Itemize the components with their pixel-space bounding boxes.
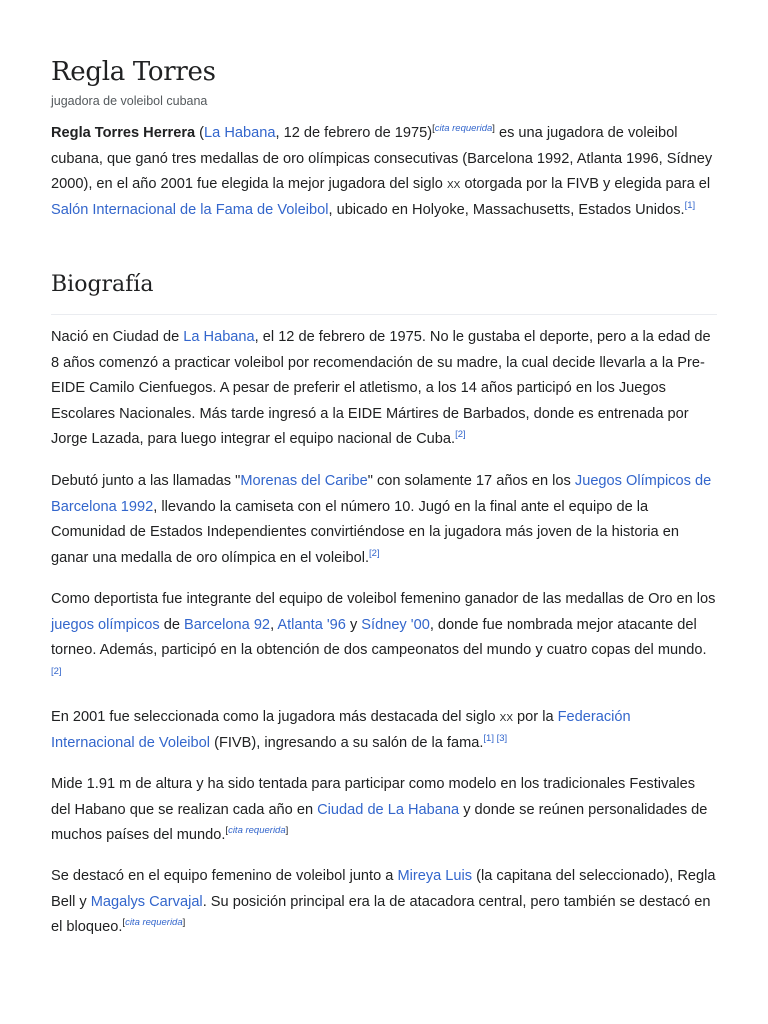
paragraph-text: por la [513, 709, 558, 725]
page-subtitle: jugadora de voleibol cubana [51, 94, 208, 108]
biography-paragraph-6 [51, 864, 717, 941]
paragraph-text: y [345, 616, 362, 633]
paragraph-text: Nació en Ciudad de [51, 329, 184, 345]
paragraph-text: , llevando la camiseta con el número 10. Jugó en la final ante el equipo de la Comunidad de Estados Independientes convirtiéndose en la jugadora más joven de la historia en ganar una medalla de oro olímpica en el voleibol. [51, 498, 679, 566]
reference-2[interactable]: [2] [455, 429, 466, 441]
paragraph-text: y donde se reúnen personalidades de muchos países del mundo. [51, 801, 708, 844]
link-salon-fama[interactable]: Salón Internacional de la Fama de Voleibol [51, 201, 329, 218]
intro-text: , 12 de febrero de 1975) [275, 125, 433, 141]
citation-needed[interactable]: [cita requerida] [122, 917, 186, 929]
reference-2[interactable]: [2] [51, 665, 62, 677]
citation-needed-label[interactable]: cita requerida [125, 917, 183, 929]
link-ciudad-de-la-habana[interactable]: Ciudad de La Habana [317, 801, 460, 818]
link-magalys-carvajal[interactable]: Magalys Carvajal [90, 893, 203, 910]
paragraph-text: Mide 1.91 m de altura y ha sido tentada para participar como modelo en los tradicionales Festivales del Habano que se realizan cada año en [51, 776, 696, 818]
paragraph-text: , donde fue nombrada mejor atacante del torneo. Además, participó en la obtención de dos campeonatos del mundo y cuatro copas del mundo. [51, 616, 707, 659]
reference-2[interactable]: [2] [369, 547, 380, 559]
link-juegos-olimpicos[interactable]: juegos olímpicos [51, 616, 160, 633]
intro-text: es una jugadora de voleibol cubana, que ganó tres medallas de oro olímpicas consecutivas (Barcelona 1992, Atlanta 1996, Sídney 2000), en el año 2001 fue elegida la mejor jugadora del siglo [51, 125, 713, 193]
biography-paragraph-5 [51, 772, 717, 849]
link-juegos-olimpicos-barcelona[interactable]: Juegos Olímpicos de Barcelona 1992 [51, 473, 712, 515]
link-morenas-del-caribe[interactable]: Morenas del Caribe [240, 473, 368, 489]
section-heading-biografia: Biografía [51, 272, 154, 297]
paragraph-text: . Su posición principal era la de atacadora central, pero también se destacó en el bloqueo. [51, 893, 711, 936]
link-la-habana[interactable]: La Habana [183, 329, 255, 345]
paragraph-text: y [75, 893, 91, 910]
paragraph-text: " con solamente 17 años en los [367, 473, 575, 489]
citation-needed[interactable]: [cita requerida] [225, 825, 289, 837]
reference-1[interactable]: [1] [483, 732, 494, 744]
paragraph-text: , [270, 616, 278, 633]
paragraph-text: Debutó junto a las llamadas " [51, 473, 241, 489]
biography-paragraph-1 [51, 325, 717, 453]
paragraph-text: de [159, 616, 185, 633]
link-atlanta-96[interactable]: Atlanta '96 [277, 616, 346, 633]
article-subject-name: Regla Torres Herrera [51, 125, 196, 141]
link-barcelona-92[interactable]: Barcelona 92 [184, 616, 271, 633]
link-regla-bell[interactable]: Regla Bell [51, 868, 716, 910]
intro-paragraph [51, 121, 717, 223]
section-divider [51, 314, 717, 315]
reference-3[interactable]: [3] [496, 732, 508, 744]
paragraph-text: , el 12 de febrero de 1975. No le gustaba el deporte, pero a la edad de 8 años comenzó a practicar voleibol por recomendación de su madre, la cual decide llevarla a la Pre-EIDE Camilo Cienfuegos. A pesar de preferir el atletismo, a los 14 años participó en los Juegos Escolares Nacionales. Más tarde ingresó a la EIDE Mártires de Barbados, donde es entrenada por Jorge Lazada, para luego integrar el equipo nacional de Cuba. [51, 329, 711, 448]
paragraph-text: Como deportista fue integrante del equipo de voleibol femenino ganador de las medallas de Oro en los [51, 591, 716, 607]
paragraph-text: Se destacó en el equipo femenino de voleibol junto a [51, 868, 398, 884]
paragraph-text: En 2001 fue seleccionada como la jugadora más destacada del siglo [51, 709, 500, 725]
century-numeral: xx [446, 176, 461, 193]
link-fivb[interactable]: Federación Internacional de Voleibol [51, 709, 631, 751]
citation-needed-label[interactable]: cita requerida [434, 123, 493, 135]
paragraph-text: (FIVB), ingresando a su salón de la fama. [210, 734, 484, 751]
intro-text: , ubicado en Holyoke, Massachusetts, Estados Unidos. [328, 201, 685, 218]
citation-needed[interactable]: [cita requerida] [432, 123, 495, 135]
intro-text: otorgada por la FIVB y elegida para el [460, 176, 711, 193]
page-title: Regla Torres [51, 57, 216, 87]
biography-paragraph-3 [51, 587, 717, 689]
paragraph-text: (la capitana del seleccionado), [472, 868, 678, 884]
biography-paragraph-4 [51, 705, 717, 756]
reference-1[interactable]: [1] [684, 199, 696, 211]
intro-text: ( [195, 125, 205, 141]
link-sidney-00[interactable]: Sídney '00 [361, 616, 430, 633]
century-numeral: xx [499, 709, 513, 725]
link-la-habana[interactable]: La Habana [204, 125, 276, 141]
biography-paragraph-2 [51, 469, 717, 571]
link-mireya-luis[interactable]: Mireya Luis [397, 868, 473, 884]
citation-needed-label[interactable]: cita requerida [228, 825, 286, 837]
